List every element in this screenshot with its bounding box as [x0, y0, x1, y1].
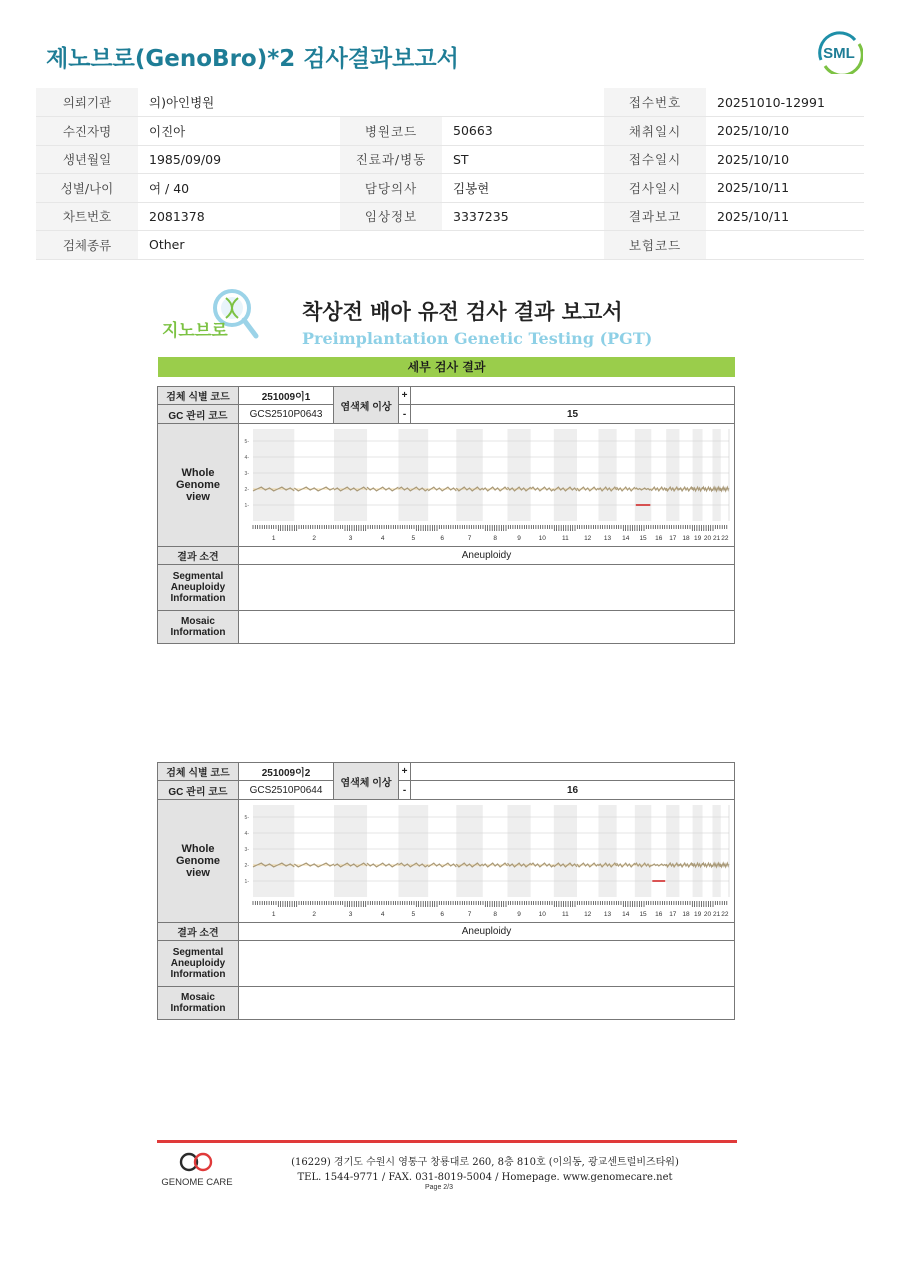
y-tick-label: 5- [244, 439, 249, 445]
x-tick-label: 6 [440, 911, 445, 918]
x-tick-label: 21 [712, 535, 721, 542]
copy-number-trace [531, 863, 554, 867]
info-value: 2025/10/11 [706, 174, 864, 203]
info-label: 임상정보 [340, 202, 442, 231]
chromosome-band [598, 805, 616, 897]
x-tick-label: 1 [271, 535, 276, 542]
specimen-code-value: 251009이1 [238, 386, 334, 405]
info-value: 여 / 40 [138, 174, 340, 203]
mosaic-value [238, 986, 735, 1020]
x-tick-label: 16 [655, 911, 663, 918]
gain-sign: + [398, 762, 411, 781]
address-line: (16229) 경기도 수원시 영통구 창룡대로 260, 8층 810호 (이의동, 광교센트럴비즈타워) [291, 1157, 679, 1168]
footer-divider [157, 1140, 737, 1143]
x-tick-label: 7 [467, 535, 472, 542]
gain-value [410, 762, 735, 781]
x-tick-label: 19 [693, 535, 702, 542]
x-tick-label: 6 [440, 535, 445, 542]
x-tick-label: 19 [693, 911, 702, 918]
gain-value [410, 386, 735, 405]
page-title: 제노브로(GenoBro)*2 검사결과보고서 [46, 46, 459, 72]
x-tick-label: 22 [721, 535, 729, 542]
info-row [36, 88, 864, 117]
gc-code-value: GCS2510P0643 [238, 404, 334, 424]
x-tick-label: 13 [603, 535, 612, 542]
info-row [36, 202, 864, 231]
x-tick-label: 2 [312, 911, 316, 918]
info-value: 2025/10/11 [706, 202, 864, 231]
loss-value: 16 [410, 780, 735, 800]
report-subtitle: Preimplantation Genetic Testing (PGT) [302, 329, 653, 348]
info-label: 보험코드 [604, 231, 706, 260]
specimen-code-label: 검체 식별 코드 [157, 762, 239, 781]
segmental-label: Segmental Aneuploidy Information [157, 564, 239, 611]
specimen-code-label: 검체 식별 코드 [157, 386, 239, 405]
gc-code-label: GC 관리 코드 [157, 404, 239, 424]
chromosome-band [712, 429, 720, 521]
x-tick-label: 15 [639, 911, 647, 918]
page-number: Page 2/3 [424, 1184, 454, 1191]
info-value [442, 88, 604, 117]
info-label: 생년월일 [36, 145, 138, 174]
y-tick-label: 3- [244, 847, 249, 853]
x-tick-label: 18 [682, 535, 690, 542]
info-row [36, 117, 864, 146]
mosaic-value [238, 610, 735, 644]
info-row [36, 145, 864, 174]
x-tick-label: 17 [669, 535, 677, 542]
info-value: 1985/09/09 [138, 145, 340, 174]
x-tick-label: 13 [603, 911, 612, 918]
gc-code-value: GCS2510P0644 [238, 780, 334, 800]
y-tick-label: 1- [244, 503, 249, 509]
x-tick-label: 5 [411, 911, 416, 918]
abnormality-label: 염색체 이상 [333, 762, 399, 800]
x-tick-label: 1 [271, 911, 276, 918]
finding-label: 결과 소견 [157, 546, 239, 565]
x-tick-label: 15 [639, 535, 647, 542]
info-value: 3337235 [442, 202, 604, 231]
gc-code-label: GC 관리 코드 [157, 780, 239, 800]
x-tick-label: 12 [584, 535, 592, 542]
copy-number-trace [531, 487, 554, 491]
x-tick-label: 22 [721, 911, 729, 918]
mosaic-label: Mosaic Information [157, 986, 239, 1020]
x-tick-label: 2 [312, 535, 316, 542]
finding-value: Aneuploidy [238, 546, 735, 565]
chromosome-band [398, 805, 428, 897]
x-tick-label: 7 [467, 911, 472, 918]
loss-value: 15 [410, 404, 735, 424]
gain-sign: + [398, 386, 411, 405]
info-label: 의뢰기관 [36, 88, 138, 117]
segmental-value [238, 940, 735, 987]
finding-value: Aneuploidy [238, 922, 735, 941]
info-label: 접수번호 [604, 88, 706, 117]
info-value: 2025/10/10 [706, 145, 864, 174]
report-title: 착상전 배아 유전 검사 결과 보고서 [302, 300, 623, 324]
x-tick-label: 8 [493, 911, 497, 918]
info-value [706, 231, 864, 260]
segmental-label: Segmental Aneuploidy Information [157, 940, 239, 987]
chromosome-band [598, 429, 616, 521]
footer-address [250, 1155, 720, 1185]
contact-line: TEL. 1544-9771 / FAX. 031-8019-5004 / Homepage. www.genomecare.net [297, 1172, 673, 1183]
abnormality-label: 염색체 이상 [333, 386, 399, 424]
y-tick-label: 3- [244, 471, 249, 477]
y-tick-label: 1- [244, 879, 249, 885]
x-tick-label: 10 [538, 535, 546, 542]
info-label: 병원코드 [340, 117, 442, 146]
info-row [36, 231, 864, 260]
y-tick-label: 2- [244, 487, 249, 493]
x-tick-label: 18 [682, 911, 690, 918]
copy-number-trace [679, 487, 692, 491]
chromosome-band [334, 429, 367, 521]
chromosome-band [666, 805, 679, 897]
copy-number-trace [703, 863, 713, 867]
chromosome-band [253, 805, 294, 897]
info-label: 접수일시 [604, 145, 706, 174]
info-label [340, 231, 442, 260]
chromosome-band [554, 805, 577, 897]
chromosome-band [712, 805, 720, 897]
chromosome-band [398, 429, 428, 521]
info-value: 20251010-12991 [706, 88, 864, 117]
x-tick-label: 3 [348, 911, 353, 918]
info-label: 검사일시 [604, 174, 706, 203]
loss-sign: - [398, 780, 411, 800]
info-row [36, 174, 864, 203]
x-tick-label: 9 [517, 911, 521, 918]
chromosome-band [693, 805, 703, 897]
sml-logo [815, 30, 863, 74]
mosaic-label: Mosaic Information [157, 610, 239, 644]
finding-label: 결과 소견 [157, 922, 239, 941]
genobro-logo [160, 288, 272, 344]
x-tick-label: 21 [712, 911, 721, 918]
genome-care-logo [157, 1150, 247, 1190]
x-tick-label: 9 [517, 535, 521, 542]
x-tick-label: 16 [655, 535, 663, 542]
info-label: 성별/나이 [36, 174, 138, 203]
x-tick-label: 17 [669, 911, 677, 918]
loss-sign: - [398, 404, 411, 424]
y-tick-label: 4- [244, 455, 249, 461]
x-tick-label: 14 [622, 535, 630, 542]
info-value: ST [442, 145, 604, 174]
whole-genome-chart-2 [239, 801, 733, 920]
x-tick-label: 12 [584, 911, 592, 918]
info-label: 검체종류 [36, 231, 138, 260]
chromosome-band [635, 429, 652, 521]
chromosome-band [554, 429, 577, 521]
specimen-code-value: 251009이2 [238, 762, 334, 781]
chromosome-band [456, 805, 482, 897]
x-tick-label: 4 [380, 911, 385, 918]
x-tick-label: 3 [348, 535, 353, 542]
info-value: 50663 [442, 117, 604, 146]
wgv-label: Whole Genome view [157, 423, 239, 547]
sml-logo-text: SML [823, 45, 855, 62]
info-value: Other [138, 231, 340, 260]
genobro-logo-text: 지노브로 [162, 321, 228, 341]
copy-number-trace [679, 863, 692, 867]
y-tick-label: 4- [244, 831, 249, 837]
chromosome-band [635, 805, 652, 897]
info-label: 진료과/병동 [340, 145, 442, 174]
copy-number-trace [721, 863, 729, 867]
info-label: 결과보고 [604, 202, 706, 231]
copy-number-trace [703, 487, 713, 491]
section-title: 세부 검사 결과 [158, 357, 735, 377]
info-value: 의)아인병원 [138, 88, 340, 117]
info-label: 차트번호 [36, 202, 138, 231]
info-value: 2081378 [138, 202, 340, 231]
chromosome-band [508, 805, 531, 897]
genome-care-text: GENOME CARE [161, 1177, 233, 1188]
chromosome-band [456, 429, 482, 521]
x-tick-label: 5 [411, 535, 416, 542]
x-tick-label: 8 [493, 535, 497, 542]
info-label: 수진자명 [36, 117, 138, 146]
x-tick-label: 14 [622, 911, 630, 918]
copy-number-trace [721, 487, 729, 491]
whole-genome-chart-1 [239, 425, 733, 544]
info-value: 2025/10/10 [706, 117, 864, 146]
y-tick-label: 5- [244, 815, 249, 821]
info-value: 이진아 [138, 117, 340, 146]
wgv-label: Whole Genome view [157, 799, 239, 923]
x-tick-label: 20 [703, 911, 712, 918]
y-tick-label: 2- [244, 863, 249, 869]
x-tick-label: 10 [538, 911, 546, 918]
info-label [340, 88, 442, 117]
info-label: 담당의사 [340, 174, 442, 203]
chromosome-band [253, 429, 294, 521]
chromosome-band [693, 429, 703, 521]
x-tick-label: 11 [562, 535, 569, 542]
chromosome-band [334, 805, 367, 897]
info-value [442, 231, 604, 260]
chromosome-band [666, 429, 679, 521]
info-label: 채취일시 [604, 117, 706, 146]
info-value: 김봉현 [442, 174, 604, 203]
segmental-value [238, 564, 735, 611]
x-tick-label: 20 [703, 535, 712, 542]
patient-info-table [36, 88, 864, 260]
x-tick-label: 4 [380, 535, 385, 542]
x-tick-label: 11 [562, 911, 569, 918]
chromosome-band [508, 429, 531, 521]
